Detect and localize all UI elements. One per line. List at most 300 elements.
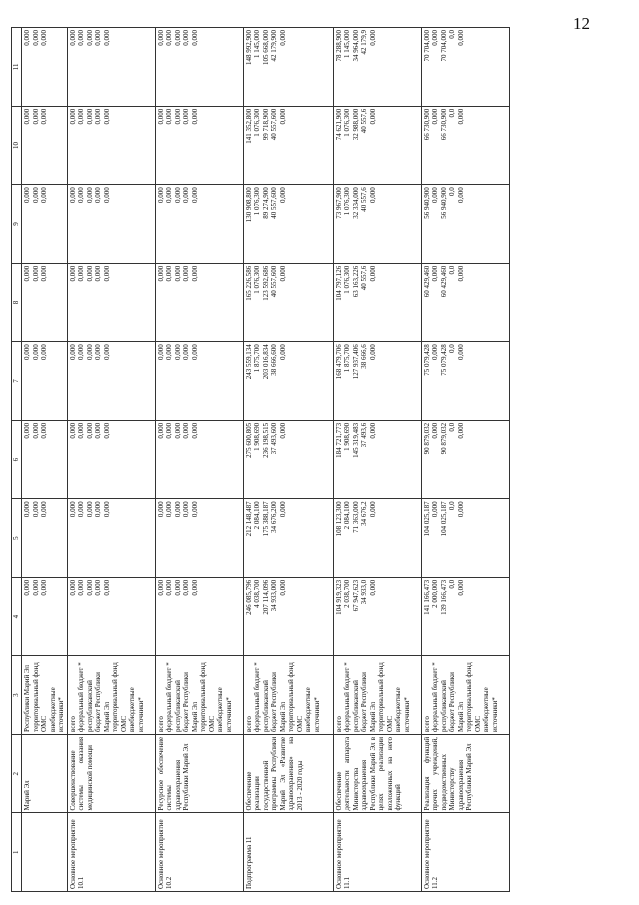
- amount-value: 0,000: [156, 579, 165, 596]
- amount-value: 0,000: [94, 344, 102, 361]
- amount-value: 0,000: [182, 265, 190, 282]
- col-header-4: 4: [12, 577, 22, 656]
- amount-cell: [243, 263, 333, 342]
- amount-value: 34 676,200: [270, 501, 278, 533]
- amount-value: 0,000: [40, 422, 48, 439]
- funding-source-label: внебюджетные источники*: [128, 687, 145, 732]
- funding-source-label: территориальный фонд ОМС: [465, 662, 482, 732]
- amount-value: 38 666,600: [270, 344, 278, 376]
- col-header-6: 6: [12, 420, 22, 499]
- amount-value: 0,000: [278, 30, 287, 46]
- amount-cell: [67, 185, 155, 264]
- amount-value: 0,0: [448, 187, 456, 196]
- amount-value: 0,000: [31, 501, 40, 518]
- amount-value: 0,000: [190, 187, 199, 203]
- funding-source-cell: [333, 656, 421, 735]
- amount-value: 60 429,460: [439, 265, 448, 298]
- amount-cell: [421, 499, 509, 578]
- activity-code-cell: Подпрограмма 11: [243, 813, 333, 892]
- amount-value: 0,000: [102, 344, 111, 361]
- table-row: [333, 28, 421, 892]
- amount-value: 0,0: [448, 344, 456, 354]
- amount-value: 0,000: [94, 108, 102, 125]
- activity-code-cell: Основное мероприятие 11.1: [333, 813, 421, 892]
- amount-value: 34 933,000: [270, 579, 278, 612]
- amount-cell: [333, 342, 421, 421]
- amount-value: 0,000: [68, 265, 77, 282]
- amount-value: 148 992,900: [244, 30, 253, 65]
- amount-cell: [67, 342, 155, 421]
- col-header-10: 10: [12, 106, 22, 185]
- amount-value: 0,000: [40, 344, 48, 361]
- amount-value: 0,000: [431, 344, 439, 361]
- amount-value: 40 557,600: [270, 187, 278, 219]
- table-row: [67, 28, 155, 892]
- funding-source-label: федеральный бюджет *: [253, 662, 261, 732]
- amount-value: 104 025,187: [422, 501, 431, 537]
- amount-value: 0,000: [102, 187, 111, 203]
- amount-cell: [421, 28, 509, 107]
- amount-cell: [155, 577, 243, 656]
- amount-value: 0,000: [368, 422, 377, 439]
- amount-value: 1 875,700: [253, 344, 261, 373]
- funding-source-label: всего: [334, 716, 343, 732]
- amount-value: 0,000: [456, 30, 465, 46]
- amount-value: 34 964,000: [351, 30, 360, 62]
- activity-code-cell: Основное мероприятие 11.2: [421, 813, 509, 892]
- amount-value: 2 000,000: [431, 579, 439, 608]
- amount-value: 0,000: [456, 187, 465, 203]
- amount-value: 1 076,300: [253, 108, 261, 137]
- amount-value: 246 085,796: [244, 579, 253, 615]
- amount-value: 90 879,032: [422, 422, 431, 455]
- amount-value: 1 145,000: [343, 30, 351, 58]
- amount-value: 0,000: [31, 30, 40, 46]
- amount-value: 0,000: [173, 30, 182, 46]
- amount-value: 0,000: [23, 30, 31, 46]
- amount-value: 0,000: [431, 187, 439, 203]
- amount-value: 40 557,6: [360, 108, 368, 134]
- amount-value: 0,000: [102, 579, 111, 596]
- funding-source-label: территориальный фонд ОМС: [111, 662, 128, 732]
- amount-value: 0,000: [156, 187, 165, 203]
- amount-value: 0,000: [278, 501, 287, 518]
- col-header-5: 5: [12, 499, 22, 578]
- amount-cell: [22, 577, 68, 656]
- amount-value: 0,000: [68, 108, 77, 125]
- amount-value: 108 123,300: [334, 501, 343, 537]
- amount-value: 0,000: [182, 422, 190, 439]
- amount-cell: [243, 185, 333, 264]
- amount-value: 56 940,900: [422, 187, 431, 219]
- amount-value: 67 947,623: [351, 579, 360, 612]
- amount-cell: [333, 577, 421, 656]
- amount-value: 104 025,187: [439, 501, 448, 537]
- amount-value: 0,000: [182, 108, 190, 125]
- amount-value: 0,000: [40, 30, 48, 46]
- amount-cell: [421, 342, 509, 421]
- budget-table-sheet: [11, 27, 621, 892]
- col-header-1: 1: [12, 813, 22, 892]
- amount-cell: [22, 420, 68, 499]
- amount-value: 0,000: [156, 265, 165, 282]
- funding-source-cell: [421, 656, 509, 735]
- funding-source-label: внебюджетные источники*: [48, 687, 65, 732]
- table-row: [243, 28, 333, 892]
- funding-source-label: территориальный фонд ОМС: [31, 662, 48, 732]
- amount-value: 207 114,096: [261, 579, 270, 615]
- amount-value: 0,000: [23, 265, 31, 282]
- amount-value: 40 557,6: [360, 187, 368, 212]
- amount-value: 0,000: [85, 501, 94, 518]
- activity-name-cell: Марий Эл: [22, 734, 68, 813]
- funding-source-cell: [67, 656, 155, 735]
- amount-value: 0,000: [173, 579, 182, 596]
- amount-value: 175 388,187: [261, 501, 270, 537]
- amount-value: 0,000: [40, 579, 48, 596]
- amount-value: 71 363,000: [351, 501, 360, 533]
- amount-value: 0,000: [85, 30, 94, 46]
- amount-value: 0,000: [40, 187, 48, 203]
- amount-value: 0,000: [85, 579, 94, 596]
- amount-value: 0,0: [448, 265, 456, 275]
- amount-value: 0,000: [23, 108, 31, 125]
- amount-value: 0,000: [94, 30, 102, 46]
- amount-cell: [22, 263, 68, 342]
- amount-value: 0,000: [190, 579, 199, 596]
- amount-value: 2 038,700: [343, 579, 351, 608]
- funding-source-label: территориальный фонд ОМС: [377, 662, 394, 732]
- amount-value: 0,000: [278, 265, 287, 282]
- amount-value: 0,000: [23, 422, 31, 439]
- amount-value: 0,000: [165, 187, 173, 203]
- amount-value: 0,000: [368, 265, 377, 282]
- activity-code-cell: Основное мероприятие 10.2: [155, 813, 243, 892]
- amount-value: 0,000: [190, 344, 199, 361]
- activity-code-cell: [22, 813, 68, 892]
- amount-cell: [333, 263, 421, 342]
- amount-value: 139 166,473: [439, 579, 448, 615]
- funding-source-label: всего: [244, 716, 253, 732]
- amount-value: 70 704,000: [439, 30, 448, 62]
- col-header-9: 9: [12, 185, 22, 264]
- funding-source-label: федеральный бюджет *: [343, 662, 351, 732]
- amount-value: 78 288,900: [334, 30, 343, 62]
- activity-code-cell: Основное мероприятие 10.1: [67, 813, 155, 892]
- amount-value: 42 179,900: [270, 30, 278, 62]
- amount-value: 0,000: [456, 422, 465, 439]
- amount-value: 0,000: [85, 344, 94, 361]
- amount-value: 0,000: [278, 187, 287, 203]
- amount-cell: [421, 420, 509, 499]
- amount-value: 0,0: [448, 422, 456, 432]
- funding-source-label: республиканский бюджет Республики Марий Эл: [85, 672, 111, 732]
- amount-cell: [155, 420, 243, 499]
- amount-value: 0,000: [173, 265, 182, 282]
- funding-source-label: Республики Марий Эл: [23, 664, 31, 732]
- amount-value: 70 704,000: [422, 30, 431, 62]
- amount-value: 34 676,2: [360, 501, 368, 526]
- amount-cell: [67, 420, 155, 499]
- funding-source-label: республиканский бюджет Республики Марий Эл: [439, 672, 465, 732]
- amount-value: 0,000: [77, 344, 85, 361]
- amount-value: 104 797,126: [334, 265, 343, 301]
- amount-value: 0,000: [368, 187, 377, 203]
- amount-value: 1 908,690: [343, 422, 351, 451]
- activity-name-cell: Обеспечение реализации государственной программы Республики Марий Эл «Развитие здравоохранения» на 2013 - 2020 годы: [243, 734, 333, 813]
- amount-value: 0,000: [278, 579, 287, 596]
- amount-value: 0,000: [68, 344, 77, 361]
- funding-source-cell: [243, 656, 333, 735]
- amount-value: 89 274,900: [261, 187, 270, 219]
- amount-value: 0,000: [156, 422, 165, 439]
- amount-cell: [421, 185, 509, 264]
- amount-value: 0,000: [94, 501, 102, 518]
- amount-value: 2 084,100: [343, 501, 351, 530]
- amount-value: 0,000: [40, 108, 48, 125]
- amount-value: 1 076,300: [253, 265, 261, 294]
- amount-value: 0,000: [456, 501, 465, 518]
- amount-value: 0,000: [77, 579, 85, 596]
- amount-cell: [243, 342, 333, 421]
- amount-value: 0,000: [156, 501, 165, 518]
- amount-value: 0,000: [85, 265, 94, 282]
- amount-value: 32 988,000: [351, 108, 360, 141]
- amount-value: 0,000: [102, 108, 111, 125]
- amount-cell: [67, 577, 155, 656]
- funding-source-label: республиканский бюджет Республики Марий Эл: [173, 672, 199, 732]
- amount-value: 0,000: [23, 344, 31, 361]
- funding-source-label: федеральный бюджет *: [165, 662, 173, 732]
- amount-cell: [333, 106, 421, 185]
- funding-source-cell: [155, 656, 243, 735]
- funding-source-cell: [22, 656, 68, 735]
- amount-value: 0,000: [68, 187, 77, 203]
- amount-value: 127 937,406: [351, 344, 360, 380]
- amount-value: 0,000: [156, 108, 165, 125]
- amount-value: 0,000: [31, 344, 40, 361]
- amount-value: 0,000: [190, 30, 199, 46]
- amount-cell: [421, 106, 509, 185]
- amount-value: 0,000: [431, 30, 439, 46]
- amount-value: 0,000: [85, 187, 94, 203]
- amount-value: 0,000: [182, 344, 190, 361]
- amount-value: 0,000: [173, 422, 182, 439]
- amount-value: 0,000: [165, 265, 173, 282]
- amount-value: 0,000: [77, 187, 85, 203]
- amount-cell: [243, 577, 333, 656]
- amount-value: 0,000: [278, 108, 287, 125]
- amount-value: 0,000: [68, 501, 77, 518]
- amount-value: 40 557,600: [270, 265, 278, 298]
- col-header-3: 3: [12, 656, 22, 735]
- amount-value: 0,000: [102, 265, 111, 282]
- page-number: 12: [573, 14, 590, 33]
- activity-name-cell: Реализация функций прочих учреждений, подведомственных Министерству здравоохранения Республики Марий Эл: [421, 734, 509, 813]
- amount-value: 0,000: [156, 30, 165, 46]
- amount-value: 0,000: [368, 108, 377, 125]
- amount-value: 0,000: [456, 265, 465, 282]
- amount-cell: [333, 499, 421, 578]
- col-header-7: 7: [12, 342, 22, 421]
- amount-value: 0,000: [77, 30, 85, 46]
- amount-value: 0,000: [68, 422, 77, 439]
- header-row: [12, 28, 22, 892]
- amount-value: 0,000: [23, 187, 31, 203]
- amount-cell: [243, 106, 333, 185]
- amount-value: 0,000: [77, 501, 85, 518]
- table-row: [155, 28, 243, 892]
- amount-cell: [421, 577, 509, 656]
- amount-value: 40 557,600: [270, 108, 278, 141]
- table-row: [22, 28, 68, 892]
- amount-value: 141 166,473: [422, 579, 431, 615]
- amount-cell: [155, 185, 243, 264]
- amount-value: 0,000: [431, 108, 439, 125]
- amount-value: 0,000: [456, 579, 465, 596]
- amount-value: 1 076,300: [253, 187, 261, 216]
- funding-source-label: всего: [156, 716, 165, 732]
- amount-value: 0,000: [190, 108, 199, 125]
- amount-value: 212 148,487: [244, 501, 253, 537]
- amount-value: 37 493,600: [270, 422, 278, 455]
- amount-value: 1 076,300: [343, 108, 351, 137]
- funding-source-label: внебюджетные источники*: [304, 687, 321, 732]
- amount-value: 275 600,805: [244, 422, 253, 458]
- amount-value: 165 226,586: [244, 265, 253, 301]
- amount-cell: [421, 263, 509, 342]
- col-header-8: 8: [12, 263, 22, 342]
- amount-value: 0,000: [165, 344, 173, 361]
- amount-value: 0,000: [94, 265, 102, 282]
- amount-value: 0,000: [173, 344, 182, 361]
- amount-value: 104 919,323: [334, 579, 343, 615]
- amount-value: 0,000: [368, 30, 377, 46]
- funding-source-label: федеральный бюджет *: [77, 662, 85, 732]
- amount-value: 0,000: [31, 422, 40, 439]
- table-body: [22, 28, 510, 892]
- amount-value: 0,000: [431, 501, 439, 518]
- amount-cell: [243, 499, 333, 578]
- amount-value: 0,000: [31, 187, 40, 203]
- amount-cell: [333, 185, 421, 264]
- amount-value: 0,000: [77, 422, 85, 439]
- amount-value: 0,000: [40, 501, 48, 518]
- amount-cell: [22, 342, 68, 421]
- amount-value: 145 319,483: [351, 422, 360, 458]
- amount-cell: [67, 106, 155, 185]
- amount-cell: [22, 106, 68, 185]
- funding-source-label: всего: [422, 716, 431, 732]
- amount-value: 0,000: [278, 344, 287, 361]
- amount-value: 0,000: [165, 501, 173, 518]
- amount-value: 56 940,900: [439, 187, 448, 219]
- amount-value: 1 908,690: [253, 422, 261, 451]
- amount-value: 0,000: [173, 187, 182, 203]
- funding-source-label: республиканский бюджет Республики Марий Эл: [351, 672, 377, 732]
- amount-value: 66 730,900: [439, 108, 448, 141]
- funding-source-label: федеральный бюджет *: [431, 662, 439, 732]
- amount-value: 4 038,700: [253, 579, 261, 608]
- funding-source-label: внебюджетные источники*: [482, 687, 499, 732]
- amount-value: 1 076,300: [343, 265, 351, 294]
- amount-cell: [243, 28, 333, 107]
- col-header-11: 11: [12, 28, 22, 107]
- amount-value: 0,000: [182, 501, 190, 518]
- amount-value: 0,000: [85, 422, 94, 439]
- amount-value: 0,000: [165, 579, 173, 596]
- amount-cell: [155, 263, 243, 342]
- activity-name-cell: Обеспечение деятельности аппарата Министерства здравоохранения Республики Марий Эл в целях реализации возложенных на него функций: [333, 734, 421, 813]
- amount-value: 0,000: [102, 30, 111, 46]
- amount-value: 184 721,773: [334, 422, 343, 458]
- amount-value: 0,000: [102, 422, 111, 439]
- amount-value: 2 084,100: [253, 501, 261, 530]
- amount-cell: [22, 28, 68, 107]
- activity-name-cell: Ресурсное обеспечение системы здравоохранения Республики Марий Эл: [155, 734, 243, 813]
- amount-cell: [155, 499, 243, 578]
- amount-cell: [67, 499, 155, 578]
- amount-value: 63 163,226: [351, 265, 360, 298]
- amount-value: 38 666,6: [360, 344, 368, 369]
- amount-cell: [67, 28, 155, 107]
- amount-value: 0,000: [190, 422, 199, 439]
- amount-value: 0,000: [165, 30, 173, 46]
- amount-value: 1 145,000: [253, 30, 261, 58]
- amount-value: 236 198,515: [261, 422, 270, 458]
- amount-value: 34 933,0: [360, 579, 368, 605]
- amount-value: 0,000: [190, 501, 199, 518]
- amount-cell: [243, 420, 333, 499]
- amount-value: 0,000: [368, 579, 377, 596]
- amount-value: 0,000: [368, 501, 377, 518]
- col-header-2: 2: [12, 734, 22, 813]
- amount-value: 99 718,900: [261, 108, 270, 141]
- amount-value: 0,0: [448, 108, 456, 118]
- amount-value: 0,000: [77, 108, 85, 125]
- amount-value: 66 730,900: [422, 108, 431, 141]
- amount-cell: [155, 106, 243, 185]
- amount-value: 74 621,900: [334, 108, 343, 141]
- amount-value: 0,000: [278, 422, 287, 439]
- amount-value: 0,000: [173, 108, 182, 125]
- funding-source-label: внебюджетные источники*: [216, 687, 233, 732]
- amount-value: 203 016,834: [261, 344, 270, 380]
- amount-value: 0,000: [40, 265, 48, 282]
- amount-value: 0,000: [31, 579, 40, 596]
- amount-value: 105 668,000: [261, 30, 270, 65]
- amount-value: 0,0: [448, 30, 456, 39]
- amount-value: 0,000: [456, 344, 465, 361]
- amount-value: 130 908,800: [244, 187, 253, 223]
- activity-name-cell: Совершенствование системы оказания медицинской помощи: [67, 734, 155, 813]
- amount-value: 0,0: [448, 579, 456, 589]
- amount-value: 0,000: [156, 344, 165, 361]
- amount-value: 37 493,6: [360, 422, 368, 448]
- amount-value: 75 079,428: [439, 344, 448, 376]
- amount-value: 0,000: [94, 579, 102, 596]
- amount-value: 0,000: [182, 30, 190, 46]
- amount-value: 0,000: [431, 265, 439, 282]
- amount-value: 1 076,300: [343, 187, 351, 216]
- amount-value: 75 079,428: [422, 344, 431, 376]
- amount-value: 0,000: [431, 422, 439, 439]
- amount-value: 0,000: [23, 501, 31, 518]
- amount-value: 60 429,460: [422, 265, 431, 298]
- funding-source-label: всего: [68, 716, 77, 732]
- amount-value: 0,000: [31, 108, 40, 125]
- amount-value: 0,000: [368, 344, 377, 361]
